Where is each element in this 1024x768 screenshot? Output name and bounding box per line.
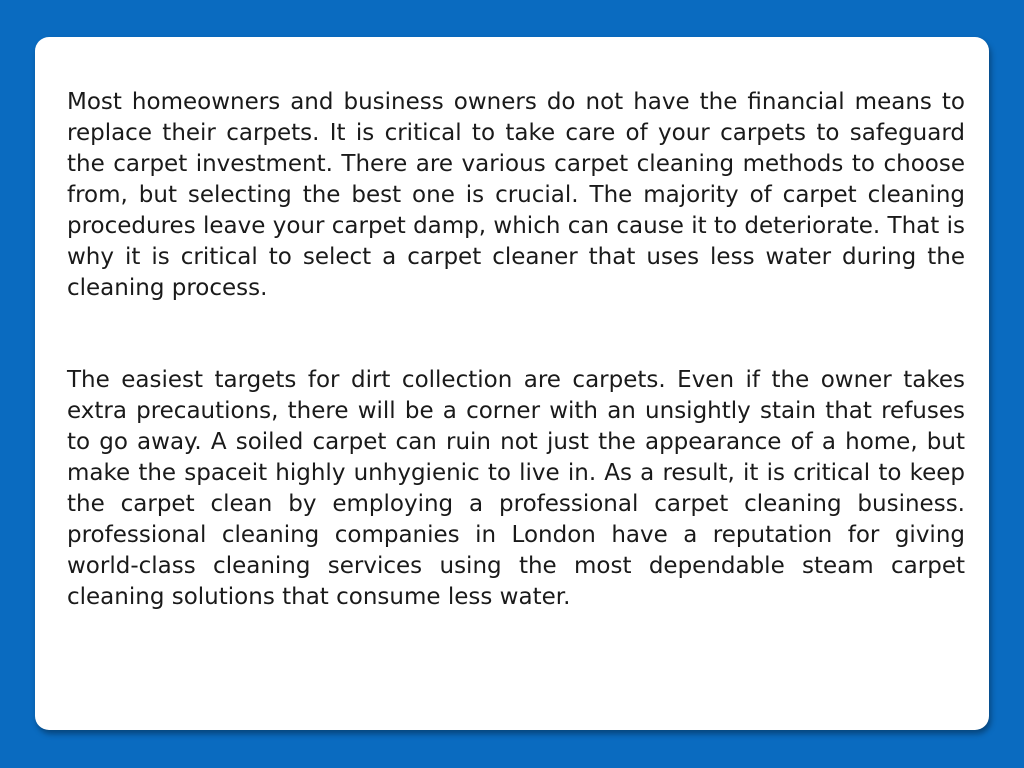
slide-content-card bbox=[35, 37, 989, 730]
paragraph-carpet-investment: Most homeowners and business owners do not have the financial means to replace their carpets. It is critical to take care of your carpets to safeguard the carpet investment. There are various carpet cleaning methods to choose from, but selecting the best one is crucial. The majority of carpet cleaning procedures leave your carpet damp, which can cause it to deteriorate. That is why it is critical to select a carpet cleaner that uses less water during the cleaning process. bbox=[67, 89, 965, 301]
paragraph-dirt-collection: The easiest targets for dirt collection are carpets. Even if the owner takes extra precautions, there will be a corner with an unsightly stain that refuses to go away. A soiled carpet can ruin not just the appearance of a home, but make the spaceit highly unhygienic to live in. As a result, it is critical to keep the carpet clean by employing a professional carpet cleaning business. professional cleaning companies in London have a reputation for giving world-class cleaning services using the most dependable steam carpet cleaning solutions that consume less water. bbox=[67, 367, 965, 610]
